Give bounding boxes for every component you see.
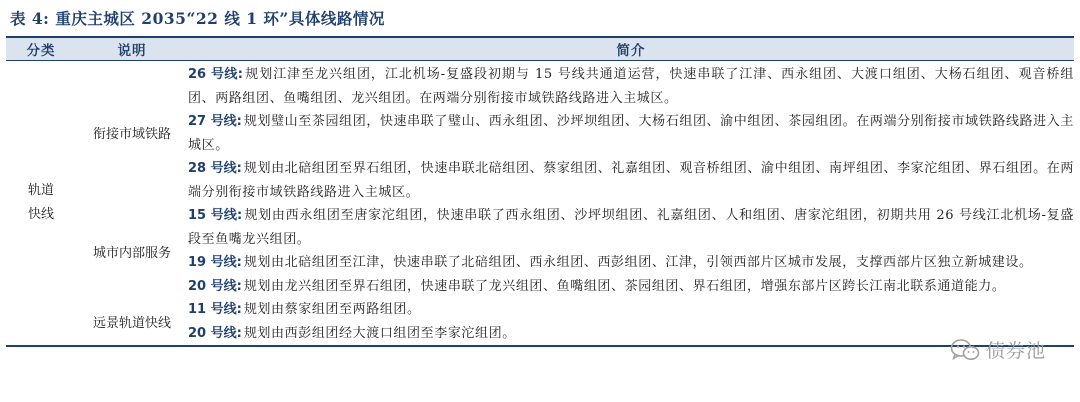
group-routes — [188, 61, 1074, 205]
route-entry — [188, 204, 1074, 251]
group-name: 衔接市域铁路 — [92, 127, 171, 142]
category-line: 轨道 — [27, 183, 54, 198]
group-name: 远景轨道快线 — [92, 316, 171, 331]
header-row — [6, 37, 1074, 61]
route-text: 规划由北碚组团至江津，快速串联了北碚组团、西永组团、西彭组团、江津，引领西部片区城市发展，支撑西部片区独立新城建设。 — [243, 255, 1033, 270]
header-summary: 简介 — [188, 37, 1074, 61]
route-line: 20 号线: — [188, 325, 242, 341]
route-text: 规划璧山至茶园组团，快速串联了璧山、西永组团、沙坪坝组团、大杨石组团、渝中组团、茶园组团。在两端分别衔接市域铁路线路进入主城区。 — [188, 114, 1074, 153]
route-text: 规划由蔡家组团至两路组团。 — [243, 302, 421, 317]
header-description: 说明 — [76, 37, 188, 61]
route-entry — [188, 251, 1074, 275]
route-line: 11 号线: — [188, 302, 242, 317]
document — [6, 0, 1074, 347]
watermark — [950, 336, 1046, 363]
route-text: 规划江津至龙兴组团，江北机场-复盛段初期与 15 号线共通道运营，快速串联了江津、西永组团、大渡口组团、大杨石组团、观音桥组团、两路组团、鱼嘴组团、龙兴组团。在两端分别衔接市域铁路线路进入主城区。 — [188, 67, 1074, 106]
wechat-icon — [950, 338, 980, 362]
group-routes — [188, 298, 1074, 346]
routes-table — [6, 36, 1074, 347]
route-entry — [188, 157, 1074, 204]
group-routes — [188, 204, 1074, 298]
caption-label: 表 4: — [10, 9, 50, 28]
route-entry — [188, 110, 1074, 157]
route-line: 28 号线: — [188, 161, 242, 176]
route-text: 规划由龙兴组团至界石组团，快速串联了龙兴组团、鱼嘴组团、茶园组团、界石组团，增强东部片区跨长江南北联系通道能力。 — [243, 278, 1006, 294]
table-row — [6, 61, 1074, 205]
category-line: 快线 — [27, 207, 54, 222]
watermark-text: 债券池 — [985, 340, 1046, 362]
table-row — [6, 204, 1074, 298]
table-row — [6, 298, 1074, 346]
route-entry — [188, 322, 1074, 346]
route-entry — [188, 275, 1074, 299]
group-name: 城市内部服务 — [92, 245, 171, 261]
route-text: 规划由北碚组团至界石组团，快速串联北碚组团、蔡家组团、礼嘉组团、观音桥组团、渝中组团、南坪组团、李家沱组团、界石组团。在两端分别衔接市域铁路线路进入主城区。 — [188, 161, 1074, 200]
header-category: 分类 — [6, 37, 76, 61]
category-cell — [6, 61, 76, 347]
table-caption — [6, 0, 1074, 36]
caption-title: 重庆主城区 2035“22 线 1 环”具体线路情况 — [55, 9, 385, 28]
route-line: 26 号线: — [188, 67, 243, 82]
route-line: 19 号线: — [188, 255, 242, 270]
route-line: 15 号线: — [188, 208, 243, 223]
route-entry — [188, 63, 1074, 110]
route-line: 27 号线: — [188, 114, 242, 129]
route-text: 规划由西彭组团经大渡口组团至李家沱组团。 — [243, 325, 516, 341]
route-text: 规划由西永组团至唐家沱组团，快速串联了西永组团、沙坪坝组团、礼嘉组团、人和组团、唐家沱组团，初期共用 26 号线江北机场-复盛段至鱼嘴龙兴组团。 — [188, 208, 1074, 247]
route-entry — [188, 298, 1074, 322]
route-line: 20 号线: — [188, 278, 242, 294]
